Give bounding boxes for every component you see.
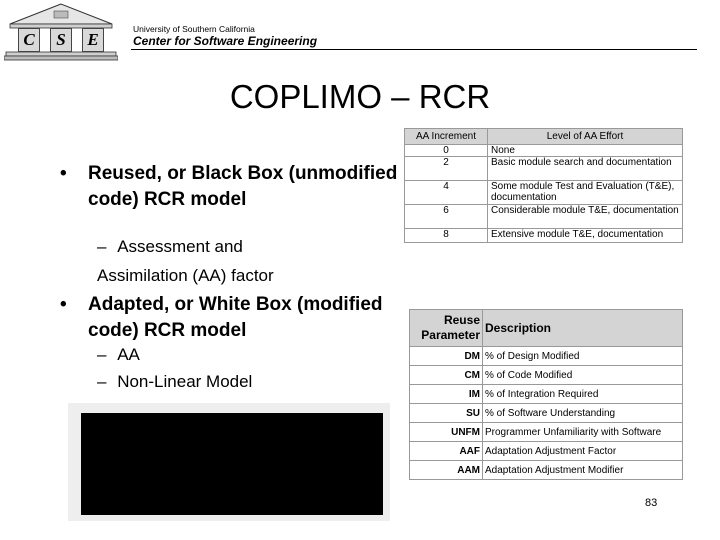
aa-increment-cell: 4	[405, 181, 488, 205]
sub-bullet-marker: –	[97, 372, 107, 391]
param-code-cell: UNFM	[410, 423, 483, 442]
header-divider	[131, 49, 697, 50]
slide-title: COPLIMO – RCR	[229, 78, 491, 115]
bullet-text: Adapted, or White Box (modified code) RCR model	[88, 294, 383, 341]
logo-letter-s: S	[50, 28, 72, 52]
aa-effort-cell: Considerable module T&E, documentation	[488, 205, 683, 229]
university-name: University of Southern California	[133, 24, 255, 34]
table-row	[405, 181, 683, 205]
bullet-marker: •	[60, 163, 67, 184]
param-code-cell: IM	[410, 385, 483, 404]
sub-bullet-marker: –	[97, 345, 107, 364]
sub-bullet-aa	[97, 345, 140, 365]
sub-bullet-marker: –	[97, 237, 107, 256]
param-desc-cell: Adaptation Adjustment Factor	[483, 442, 683, 461]
logo-letter-e: E	[82, 28, 104, 52]
param-code-cell: CM	[410, 366, 483, 385]
formula-image	[81, 413, 383, 515]
aa-increment-cell: 0	[405, 145, 488, 157]
param-desc-cell: Programmer Unfamiliarity with Software	[483, 423, 683, 442]
aa-increment-table	[404, 128, 683, 243]
param-desc-cell: % of Integration Required	[483, 385, 683, 404]
table-row	[410, 461, 683, 480]
reuse-parameter-table	[409, 309, 683, 480]
aa-increment-cell: 2	[405, 157, 488, 181]
bullet-marker: •	[60, 294, 67, 315]
table-row	[405, 157, 683, 181]
sub-bullet-continuation: Assimilation (AA) factor	[97, 266, 274, 285]
aa-effort-cell: Basic module search and documentation	[488, 157, 683, 181]
page-number: 83	[645, 497, 658, 509]
bullet-text: Reused, or Black Box (unmodified code) RCR model	[88, 163, 398, 210]
table-header: AA Increment	[405, 129, 488, 145]
param-desc-cell: % of Code Modified	[483, 366, 683, 385]
table-header: Description	[483, 310, 683, 347]
table-header: Reuse Parameter	[410, 310, 483, 347]
sub-bullet-text: Assessment and	[117, 237, 243, 256]
aa-increment-cell: 6	[405, 205, 488, 229]
table-row	[410, 347, 683, 366]
param-code-cell: DM	[410, 347, 483, 366]
param-code-cell: SU	[410, 404, 483, 423]
table-row	[410, 366, 683, 385]
aa-effort-cell: None	[488, 145, 683, 157]
param-desc-cell: Adaptation Adjustment Modifier	[483, 461, 683, 480]
center-name: Center for Software Engineering	[133, 34, 318, 48]
aa-effort-cell: Extensive module T&E, documentation	[488, 229, 683, 243]
table-header: Level of AA Effort	[488, 129, 683, 145]
param-code-cell: AAF	[410, 442, 483, 461]
table-row	[405, 145, 683, 157]
aa-increment-cell: 8	[405, 229, 488, 243]
sub-bullet-assessment	[97, 237, 243, 257]
sub-bullet-text: AA	[117, 345, 140, 364]
param-desc-cell: % of Software Understanding	[483, 404, 683, 423]
logo-letter-c: C	[18, 28, 40, 52]
param-code-cell: AAM	[410, 461, 483, 480]
sub-bullet-text: Non-Linear Model	[117, 372, 253, 391]
aa-effort-cell: Some module Test and Evaluation (T&E), documentation	[488, 181, 683, 205]
table-row	[405, 205, 683, 229]
table-row	[410, 423, 683, 442]
table-row	[410, 404, 683, 423]
sub-bullet-nonlinear	[97, 372, 252, 392]
table-row	[410, 442, 683, 461]
cse-logo	[4, 2, 118, 62]
param-desc-cell: % of Design Modified	[483, 347, 683, 366]
table-row	[405, 229, 683, 243]
table-row	[410, 385, 683, 404]
